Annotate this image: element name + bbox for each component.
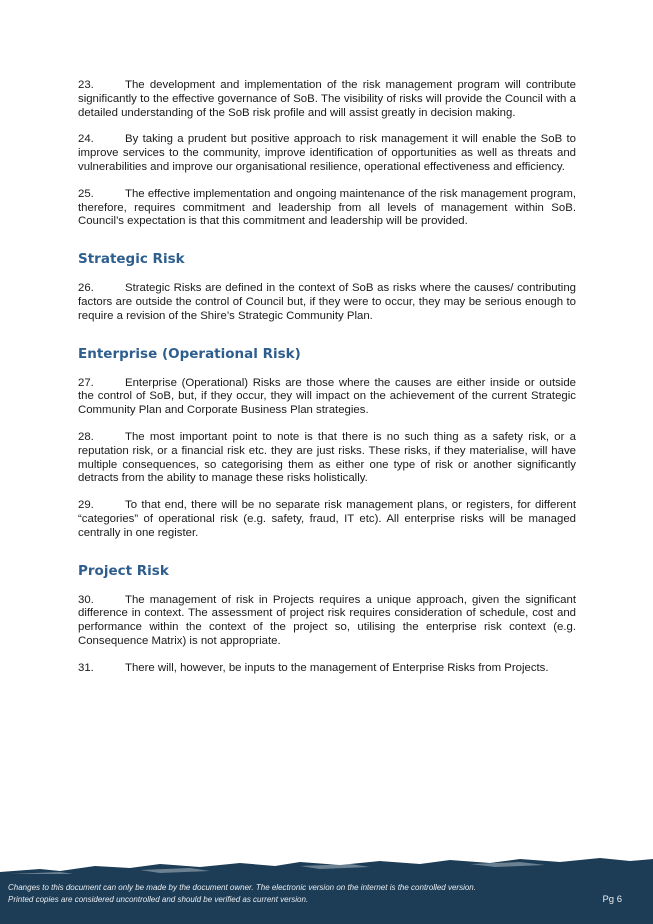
heading-strategic-risk: Strategic Risk bbox=[78, 251, 185, 268]
footer-disclaimer bbox=[8, 882, 476, 905]
footer-line-1: Changes to this document can only be made by the document owner. The electronic version on the internet is the controlled version. bbox=[8, 883, 476, 892]
paragraph-29: 29. To that end, there will be no separate risk management plans, or registers, for different “categories” of operational risk (e.g. safety, fraud, IT etc). All enterprise risks will be managed centrally in one register. bbox=[78, 499, 576, 539]
paragraph-31: 31. There will, however, be inputs to the management of Enterprise Risks from Projects. bbox=[78, 661, 549, 674]
heading-project-risk: Project Risk bbox=[78, 562, 169, 579]
page-footer bbox=[0, 874, 653, 924]
paragraph-25: 25. The effective implementation and ongoing maintenance of the risk management program, therefore, requires commitment and leadership from all levels of management within SoB. Council’s expectation is that this commitment and leadership will be provided. bbox=[78, 187, 576, 228]
paragraph-27: 27. Enterprise (Operational) Risks are those where the causes are either inside or outside the control of SoB, but, if they occur, they will impact on the achievement of the current Strategic Community Plan and Corporate Business Plan strategies. bbox=[78, 376, 576, 417]
paragraph-24: 24. By taking a prudent but positive approach to risk management it will enable the SoB to improve services to the community, improve identification of opportunities as well as threats and vulnerabilities and improve our organisational resilience, operational effectiveness and efficiency. bbox=[78, 133, 576, 173]
footer-line-2: Printed copies are considered uncontrolled and should be verified as current version. bbox=[8, 894, 309, 904]
paragraph-30: 30. The management of risk in Projects requires a unique approach, given the significant difference in context. The assessment of project risk requires consideration of schedule, cost and performance within the context of the project so, utilising the enterprise risk context (e.g. Consequence Matrix) is not appropriate. bbox=[78, 593, 576, 647]
paragraph-28: 28. The most important point to note is that there is no such thing as a safety risk, or a reputation risk, or a financial risk etc. they are just risks. These risks, if they materialise, will have multiple consequences, so categorising them as either one type of risk or another significantly detracts from the ability to manage these risks holistically. bbox=[78, 430, 576, 485]
paragraph-26: 26. Strategic Risks are defined in the context of SoB as risks where the causes/ contributing factors are outside the control of Council but, if they were to occur, they may be serious enough to require a revision of the Shire’s Strategic Community Plan. bbox=[78, 282, 576, 322]
page-number: Pg 6 bbox=[602, 894, 622, 905]
heading-enterprise-risk: Enterprise (Operational Risk) bbox=[78, 345, 301, 362]
paragraph-23: 23. The development and implementation of the risk management program will contribute significantly to the effective governance of SoB. The visibility of risks will provide the Council with a detailed understanding of the SoB risk profile and will assist greatly in decision making. bbox=[78, 79, 576, 119]
document-body bbox=[78, 79, 576, 689]
